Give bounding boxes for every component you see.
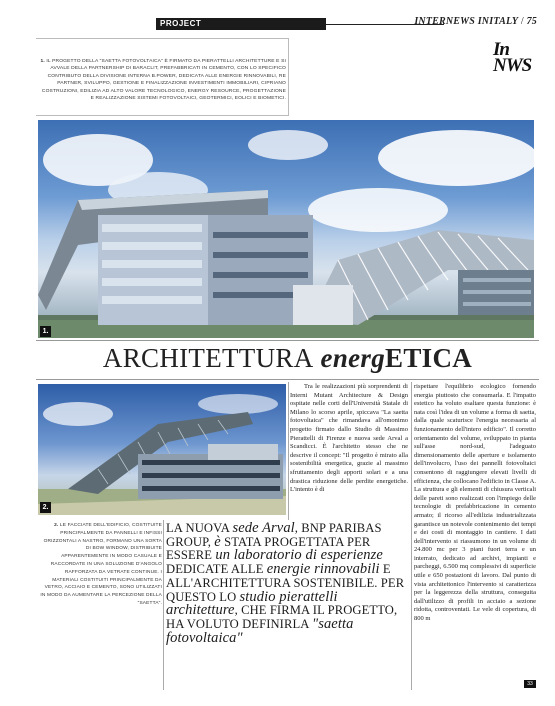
title-part-3: ETICA: [385, 343, 473, 373]
logo-line-1: In: [493, 39, 509, 60]
pull-text-6: , CHE FIRMA IL PROGETTO, HA VOLUTO DEFINIRLA: [166, 603, 398, 631]
magazine-logo: [493, 39, 533, 80]
pull-quote: [166, 522, 411, 645]
column-divider-1: [163, 520, 164, 690]
pull-emph-6: "saetta fotovoltaica": [166, 615, 354, 646]
body-column-2: rispettare l'equilibrio ecologico fornendo energia piuttosto che consumarla. E l'impatto estetico ha voluto esaltare questa funzione: è nata così l'idea di un volume a forma di saetta, dalla quale scaturisce l'energia necessaria al funzionamento dell'intero edificio". Il corretto orientamento del volume, sviluppato in pianta sull'asse nord-sud, l'adeguato dimensionamento delle aperture e isolamento dell'involucro, l'uso dei pannelli fotovoltaici consentono di raggiungere elevati livelli di efficienza, che collocano l'edificio in Classe A. La struttura e gli elementi di chiusura verticali delle pareti sono realizzati con l'impiego delle tecnologie di prefabbricazione in cemento armato; il ricorso all'edilizia industrializzata garantisce un notevole contenimento dei tempi e dei costi di montaggio in cantiere. I dati dell'intervento si riassumono in un volume di 24.800 mc per 3 piani fuori terra e un interrato, dedicato ad archivi, impianti e parcheggi, 6.500 mq complessivi di superficie utile e 650 postazioni di lavoro. Dal punto di vista architettonico l'intervento si caratterizza per la leggerezza della struttura, conseguita dall'utilizzo di profili in acciaio a sezione ridotta, controventati. Le vele di copertura, di 800 m: [414, 383, 536, 623]
page-header: [36, 16, 539, 32]
caption-2-text: LE FACCIATE DELL'EDIFICIO, COSTITUITE PRINCIPALMENTE DA PANNELLI E INFISSI ORIZZONTALI A NASTRO, FORMANO UNA SORTA DI BOW WINDOW, DISTRIBUITE APPARENTEMENTE IN MODO CASUALE E RACCORDATE IN UNA SOLUZIONE D'ANGOLO RAFFORZATA DA VETRATE CONTINUE. I MATERIALI COSTITUITI PRINCIPALMENTE DA VETRO, ACCIAIO E CEMENTO, SONO UTILIZZATI IN MODO DA AUMENTARE LA PERCEZIONE DELLA "SAETTA".: [40, 523, 162, 606]
pull-text-4: DEDICATE ALLE: [166, 562, 267, 577]
page-number: 75: [526, 16, 537, 27]
logo-line-2: NWS: [493, 55, 532, 76]
footer-page-number: 33: [524, 680, 536, 688]
article-title: [36, 343, 539, 374]
magazine-separator: /: [518, 16, 527, 27]
pull-text-1: LA NUOVA: [166, 521, 233, 535]
title-rule-bottom: [36, 379, 539, 380]
pull-emph-1: sede Arval: [232, 520, 295, 536]
pull-emph-4: energie rinnovabili: [266, 561, 380, 578]
photo-1-label: 1.: [40, 326, 51, 337]
building-photo-main: [38, 120, 534, 338]
title-rule-top: [36, 340, 539, 341]
caption-1: [40, 58, 286, 102]
building-illustration-secondary: [38, 384, 286, 515]
pull-text-3: STATA PROGETTATA PER ESSERE: [166, 534, 371, 563]
magazine-title: INTERNEWS INITALY: [414, 16, 519, 27]
title-part-1: ARCHITETTURA: [102, 343, 314, 373]
caption-2-number: 2.: [54, 523, 59, 528]
column-divider-3: [411, 382, 412, 690]
section-tag: PROJECT: [156, 18, 326, 30]
pull-emph-5: studio pierattelli architetture: [166, 588, 338, 619]
building-photo-secondary: [38, 384, 286, 515]
magazine-name: [414, 16, 537, 27]
title-part-2: energ: [313, 343, 386, 373]
caption-1-text: IL PROGETTO DELLA "SAETTA FOTOVOLTAICA" È FIRMATO DA PIERATTELLI ARCHITETTURE E SI AVVALE DELLA PARTNERSHIP DI BARACLIT, PREFABBRICATI IN CEMENTO, CON LO SPECIFICO CONTRIBUTO DELLA DIVISIONE INTERNA B.POWER, DEDICATA ALLE ENERGIE RINNOVABILI, RE PARTNER, SVILUPPO, GESTIONE E FINALIZZAZIONE INVESTIMENTI IMMOBILIARI, CIPRIANO COSTRUZIONI, EDILIZIA AD ALTO VALORE TECNOLOGICO, ENERGY RESOURCE, PROGETTAZIONE E REALIZZAZIONE SISTEMI FOTOVOLTAICI, GEOTERMICI, EOLICI E BIOMETICI.: [41, 59, 286, 102]
photo-2-label: 2.: [40, 502, 51, 513]
caption-1-number: 1.: [40, 59, 45, 64]
pull-text-5: E ALL'ARCHITETTURA SOSTENIBILE. PER QUESTO LO: [166, 562, 405, 604]
pull-text-2: , BNP PARIBAS GROUP,: [166, 521, 382, 549]
pull-emph-3: un laboratorio di esperienze: [215, 547, 383, 564]
column-divider-2: [288, 382, 289, 520]
pull-emph-2: è: [214, 533, 221, 550]
caption-2: [40, 522, 162, 608]
body-column-1: Tra le realizzazioni più sorprendenti di Interni Mutant Architecture & Design ospitate nelle corti dell'Università Statale di Milano lo scorso aprile, spiccava "La saetta fotovoltaica" che rimandava all'omonimo progetto firmato dallo Studio di Massimo Pierattelli di Firenze e nuova sede Arval a Scandicci. È l'architetto stesso che ne descrive il concept: "Il progetto è mirato alla sostenibilità energetica, grazie al massimo sfruttamento degli apporti solari e a una drastica riduzione delle perdite energetiche. L'intento è di: [290, 383, 408, 494]
building-illustration-main: [38, 120, 534, 338]
